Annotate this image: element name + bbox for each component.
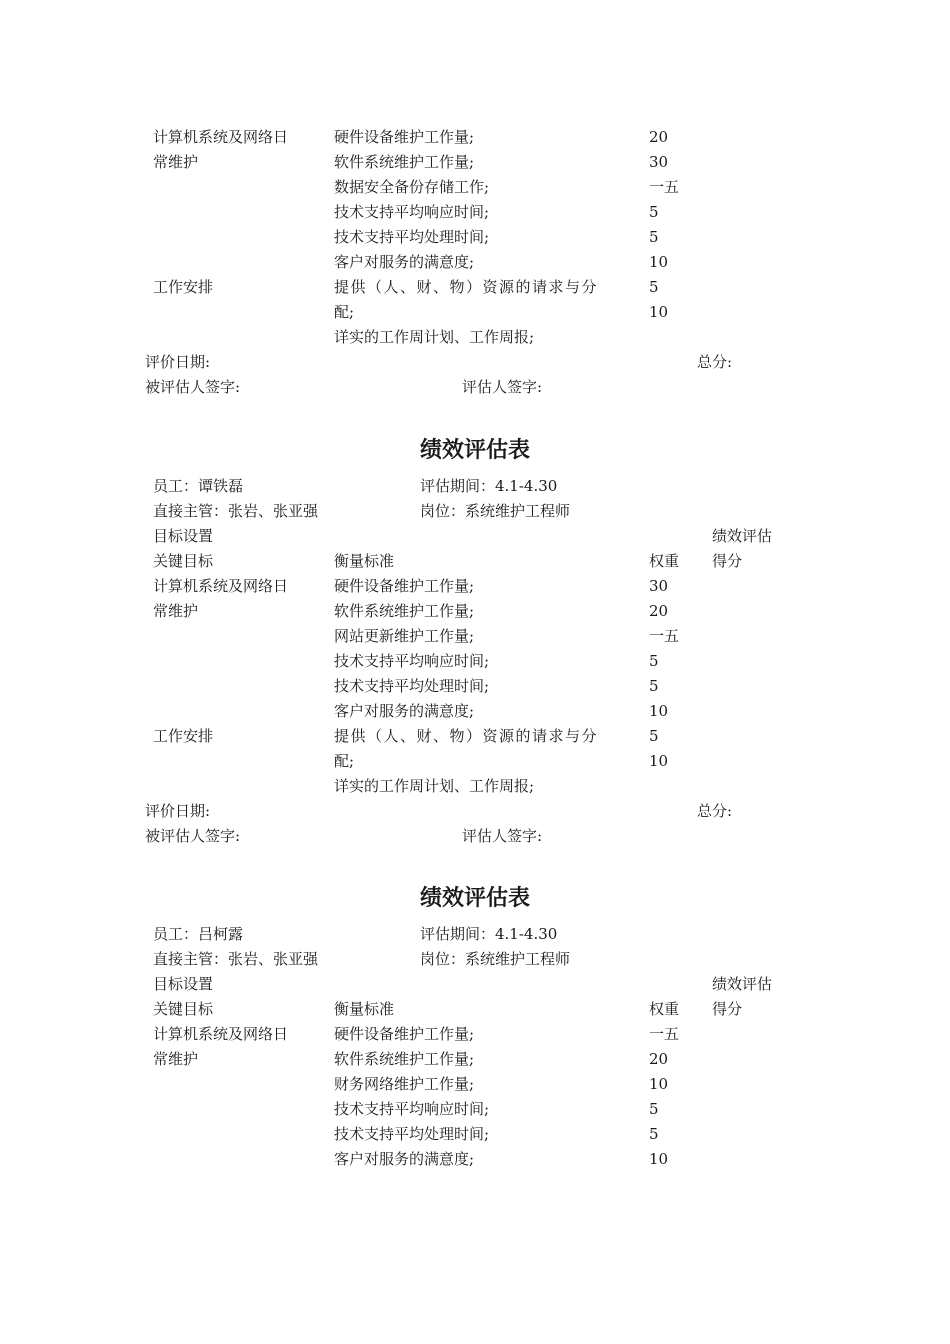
form-title: 绩效评估表: [419, 885, 530, 911]
weight-value: 5: [649, 677, 659, 695]
weight-value: 5: [649, 228, 659, 246]
criterion-text: 技术支持平均处理时间;: [334, 1125, 490, 1143]
eval-date-label: 评价日期:: [145, 353, 211, 371]
goal-label: 工作安排: [153, 727, 214, 745]
job-position: 岗位：系统维护工程师: [420, 950, 571, 968]
direct-supervisor: 直接主管：张岩、张亚强: [153, 502, 319, 520]
criterion-text: 网站更新维护工作量;: [334, 627, 475, 645]
goal-setting-header: 目标设置: [153, 527, 214, 545]
score-header: 绩效评估: [712, 527, 773, 545]
employee-name: 员工：谭铁磊: [153, 477, 244, 495]
goal-label: 工作安排: [153, 278, 214, 296]
weight-value: 30: [649, 577, 669, 595]
criterion-text: 软件系统维护工作量;: [334, 153, 475, 171]
criterion-text: 数据安全备份存储工作;: [334, 178, 490, 196]
score-header: 得分: [712, 552, 743, 570]
column-header-weight: 权重: [649, 552, 680, 570]
column-header-criterion: 衡量标准: [334, 552, 395, 570]
direct-supervisor: 直接主管：张岩、张亚强: [153, 950, 319, 968]
column-header-criterion: 衡量标准: [334, 1000, 395, 1018]
criterion-text: 软件系统维护工作量;: [334, 602, 475, 620]
criterion-text: 客户对服务的满意度;: [334, 702, 475, 720]
weight-value: 10: [649, 303, 669, 321]
criterion-text: 详实的工作周计划、工作周报;: [334, 777, 535, 795]
criterion-text: 技术支持平均处理时间;: [334, 228, 490, 246]
criterion-text: 详实的工作周计划、工作周报;: [334, 328, 535, 346]
goal-label: 计算机系统及网络日: [153, 128, 289, 146]
goal-label: 计算机系统及网络日: [153, 577, 289, 595]
criterion-text: 提供（人、财、物）资源的请求与分: [334, 278, 599, 296]
evaluator-signature-label: 评估人签字:: [462, 378, 543, 396]
weight-value: 20: [649, 1050, 669, 1068]
criterion-text: 技术支持平均响应时间;: [334, 652, 490, 670]
evaluatee-signature-label: 被评估人签字:: [145, 378, 241, 396]
criterion-text: 软件系统维护工作量;: [334, 1050, 475, 1068]
weight-value: 5: [649, 1125, 659, 1143]
evaluator-signature-label: 评估人签字:: [462, 827, 543, 845]
criterion-text: 提供（人、财、物）资源的请求与分: [334, 727, 599, 745]
evaluation-period: 评估期间：4.1-4.30: [420, 925, 558, 943]
criterion-text: 技术支持平均响应时间;: [334, 203, 490, 221]
weight-value: 10: [649, 253, 669, 271]
total-score-label: 总分:: [697, 802, 733, 820]
criterion-text: 硬件设备维护工作量;: [334, 1025, 475, 1043]
score-header: 绩效评估: [712, 975, 773, 993]
weight-value: 5: [649, 203, 659, 221]
goal-label: 常维护: [153, 153, 199, 171]
weight-value: 20: [649, 602, 669, 620]
column-header-goal: 关键目标: [153, 552, 214, 570]
form-title: 绩效评估表: [419, 437, 530, 463]
criterion-text: 硬件设备维护工作量;: [334, 128, 475, 146]
job-position: 岗位：系统维护工程师: [420, 502, 571, 520]
weight-value: 10: [649, 702, 669, 720]
criterion-text: 配;: [334, 752, 355, 770]
criterion-text: 客户对服务的满意度;: [334, 1150, 475, 1168]
weight-value: 30: [649, 153, 669, 171]
goal-label: 常维护: [153, 1050, 199, 1068]
weight-value: 5: [649, 278, 659, 296]
evaluatee-signature-label: 被评估人签字:: [145, 827, 241, 845]
criterion-text: 客户对服务的满意度;: [334, 253, 475, 271]
column-header-goal: 关键目标: [153, 1000, 214, 1018]
goal-label: 常维护: [153, 602, 199, 620]
column-header-weight: 权重: [649, 1000, 680, 1018]
weight-value: 10: [649, 1150, 669, 1168]
weight-value: 一五: [649, 627, 680, 645]
weight-value: 5: [649, 652, 659, 670]
criterion-text: 技术支持平均响应时间;: [334, 1100, 490, 1118]
criterion-text: 配;: [334, 303, 355, 321]
weight-value: 5: [649, 727, 659, 745]
weight-value: 20: [649, 128, 669, 146]
evaluation-period: 评估期间：4.1-4.30: [420, 477, 558, 495]
criterion-text: 技术支持平均处理时间;: [334, 677, 490, 695]
employee-name: 员工：吕柯露: [153, 925, 244, 943]
criterion-text: 财务网络维护工作量;: [334, 1075, 475, 1093]
goal-setting-header: 目标设置: [153, 975, 214, 993]
total-score-label: 总分:: [697, 353, 733, 371]
eval-date-label: 评价日期:: [145, 802, 211, 820]
weight-value: 10: [649, 1075, 669, 1093]
weight-value: 一五: [649, 178, 680, 196]
criterion-text: 硬件设备维护工作量;: [334, 577, 475, 595]
weight-value: 10: [649, 752, 669, 770]
weight-value: 一五: [649, 1025, 680, 1043]
goal-label: 计算机系统及网络日: [153, 1025, 289, 1043]
weight-value: 5: [649, 1100, 659, 1118]
score-header: 得分: [712, 1000, 743, 1018]
